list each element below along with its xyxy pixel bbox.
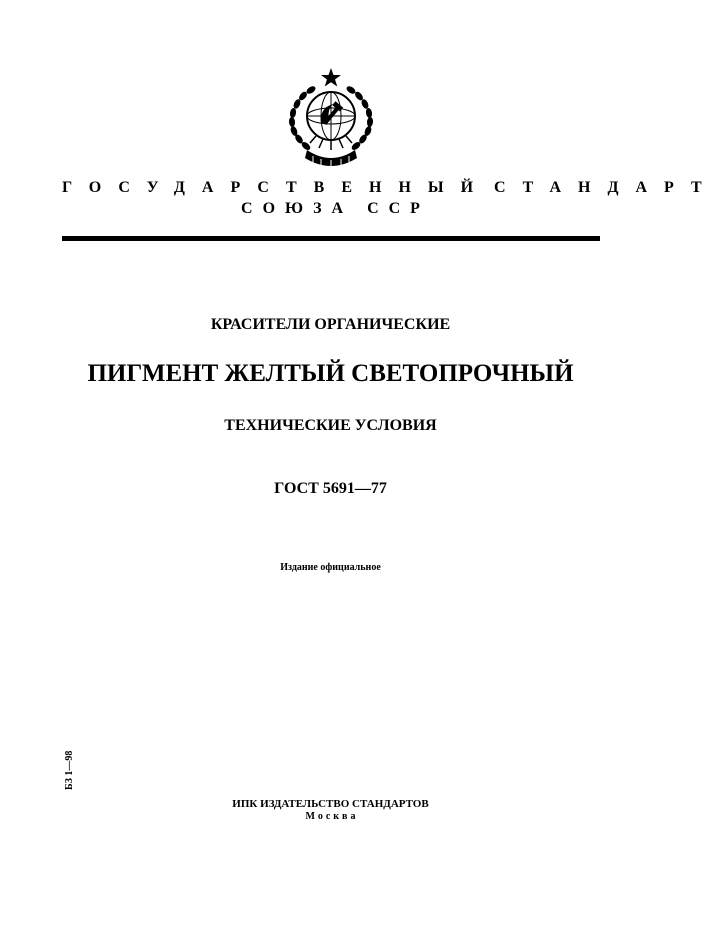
- publisher-city: Москва: [305, 811, 359, 822]
- ussr-coat-of-arms-icon: [283, 66, 379, 172]
- header-state-standard: [62, 179, 719, 197]
- gost-number: ГОСТ 5691—77: [274, 480, 387, 497]
- document-title: ПИГМЕНТ ЖЕЛТЫЙ СВЕТОПРОЧНЫЙ: [87, 360, 574, 387]
- edition-note: Издание официальное: [280, 562, 381, 573]
- side-mark: БЗ 1—98: [64, 750, 75, 790]
- document-subtitle: ТЕХНИЧЕСКИЕ УСЛОВИЯ: [224, 417, 437, 434]
- header-divider: [62, 236, 600, 241]
- publisher: ИПК ИЗДАТЕЛЬСТВО СТАНДАРТОВ: [232, 798, 429, 810]
- header-word-2: СТАНДАРТ: [494, 179, 719, 196]
- header-word-1: ГОСУДАРСТВЕННЫЙ: [62, 179, 491, 196]
- header-ussr: СОЮЗА ССР: [241, 200, 430, 217]
- document-category: КРАСИТЕЛИ ОРГАНИЧЕСКИЕ: [210, 316, 451, 333]
